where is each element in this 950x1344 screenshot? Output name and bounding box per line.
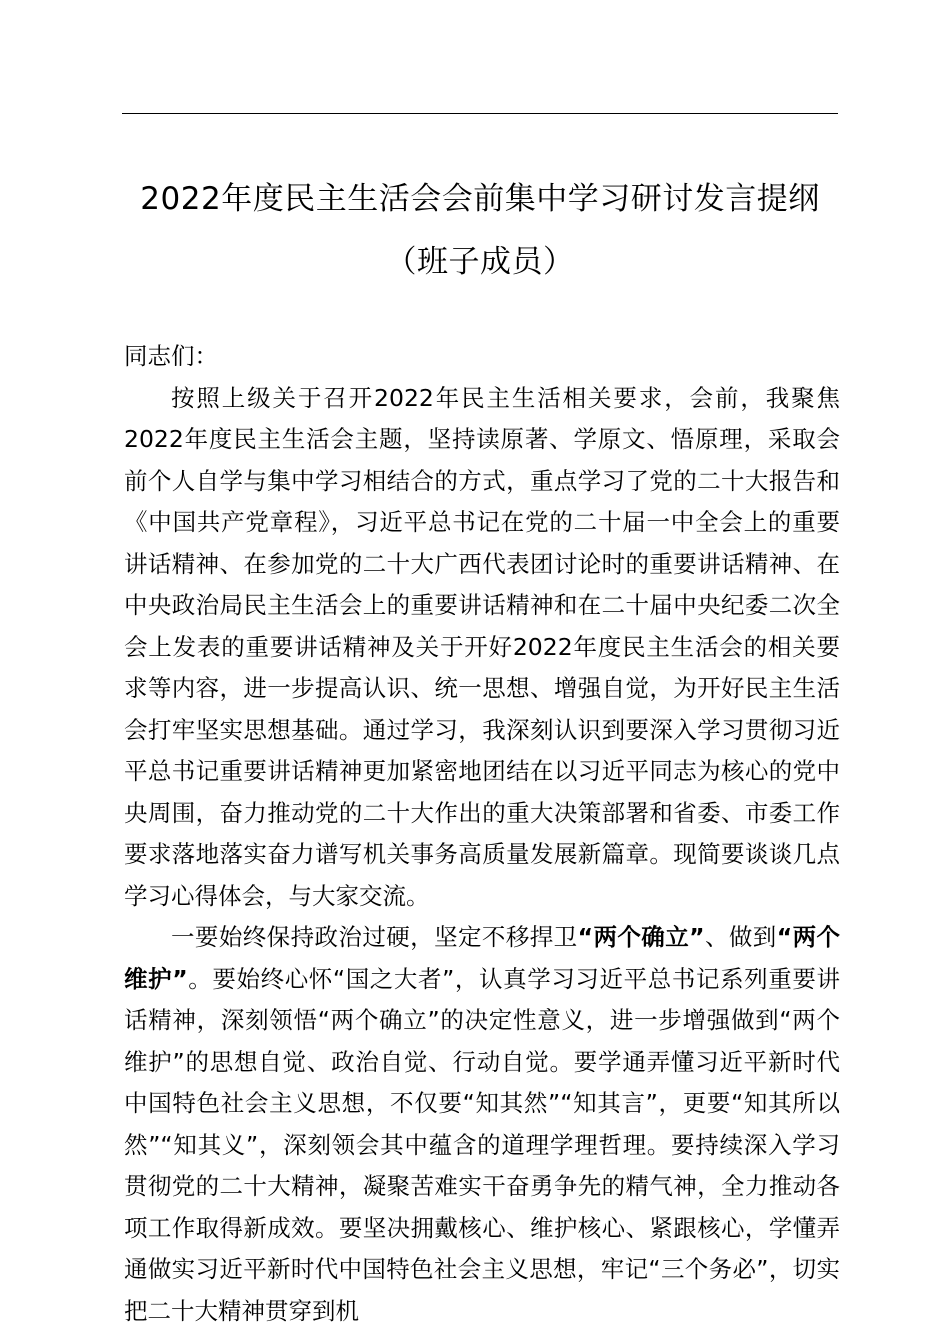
header-rule <box>122 113 838 114</box>
paragraph-point-one-text-2: 、做到 <box>704 923 777 951</box>
paragraph-intro: 按照上级关于召开2022年民主生活相关要求，会前，我聚焦2022年度民主生活会主题，坚持读原著、学原文、悟原理，采取会前个人自学与集中学习相结合的方式，重点学习了党的二十大报告和《中国共产党章程》，习近平总书记在党的二十届一中全会上的重要讲话精神、在参加党的二十大广西代表团讨论时的重要讲话精神、在中央政治局民主生活会上的重要讲话精神和在二十届中央纪委二次全会上发表的重要讲话精神及关于开好2022年度民主生活会的相关要求等内容，进一步提高认识、统一思想、增强自觉，为开好民主生活会打牢坚实思想基础。通过学习，我深刻认识到要深入学习贯彻习近平总书记重要讲话精神更加紧密地团结在以习近平同志为核心的党中央周围，奋力推动党的二十大作出的重大决策部署和省委、市委工作要求落地落实奋力谱写机关事务高质量发展新篇章。现简要谈谈几点学习心得体会，与大家交流。 <box>124 383 840 910</box>
document-title: 2022年度民主生活会会前集中学习研讨发言提纲（班子成员） <box>140 181 820 280</box>
bold-phrase-two-establishments: “两个确立” <box>577 923 705 951</box>
paragraph-point-one <box>124 917 840 1332</box>
paragraph-point-one-text-1: 一要始终保持政治过硬，坚定不移捍卫 <box>171 923 578 951</box>
document-body <box>124 336 840 1332</box>
paragraph-point-one-text-3: 。要始终心怀“国之大者”，认真学习习近平总书记系列重要讲话精神，深刻领悟“两个确立”的决定性意义，进一步增强做到“两个维护”的思想自觉、政治自觉、行动自觉。要学通弄懂习近平新时代中国特色社会主义思想，不仅要“知其然”“知其言”，更要“知其所以然”“知其义”，深刻领会其中蕴含的道理学理哲理。要持续深入学习贯彻党的二十大精神，凝聚苦难实干奋勇争先的精气神，全力推动各项工作取得新成效。要坚决拥戴核心、维护核心、紧跟核心，学懂弄通做实习近平新时代中国特色社会主义思想，牢记“三个务必”，切实把二十大精神贯穿到机 <box>124 964 840 1325</box>
salutation: 同志们： <box>124 342 218 370</box>
bold-phrase-two-safeguards: “两个维护” <box>124 923 841 993</box>
